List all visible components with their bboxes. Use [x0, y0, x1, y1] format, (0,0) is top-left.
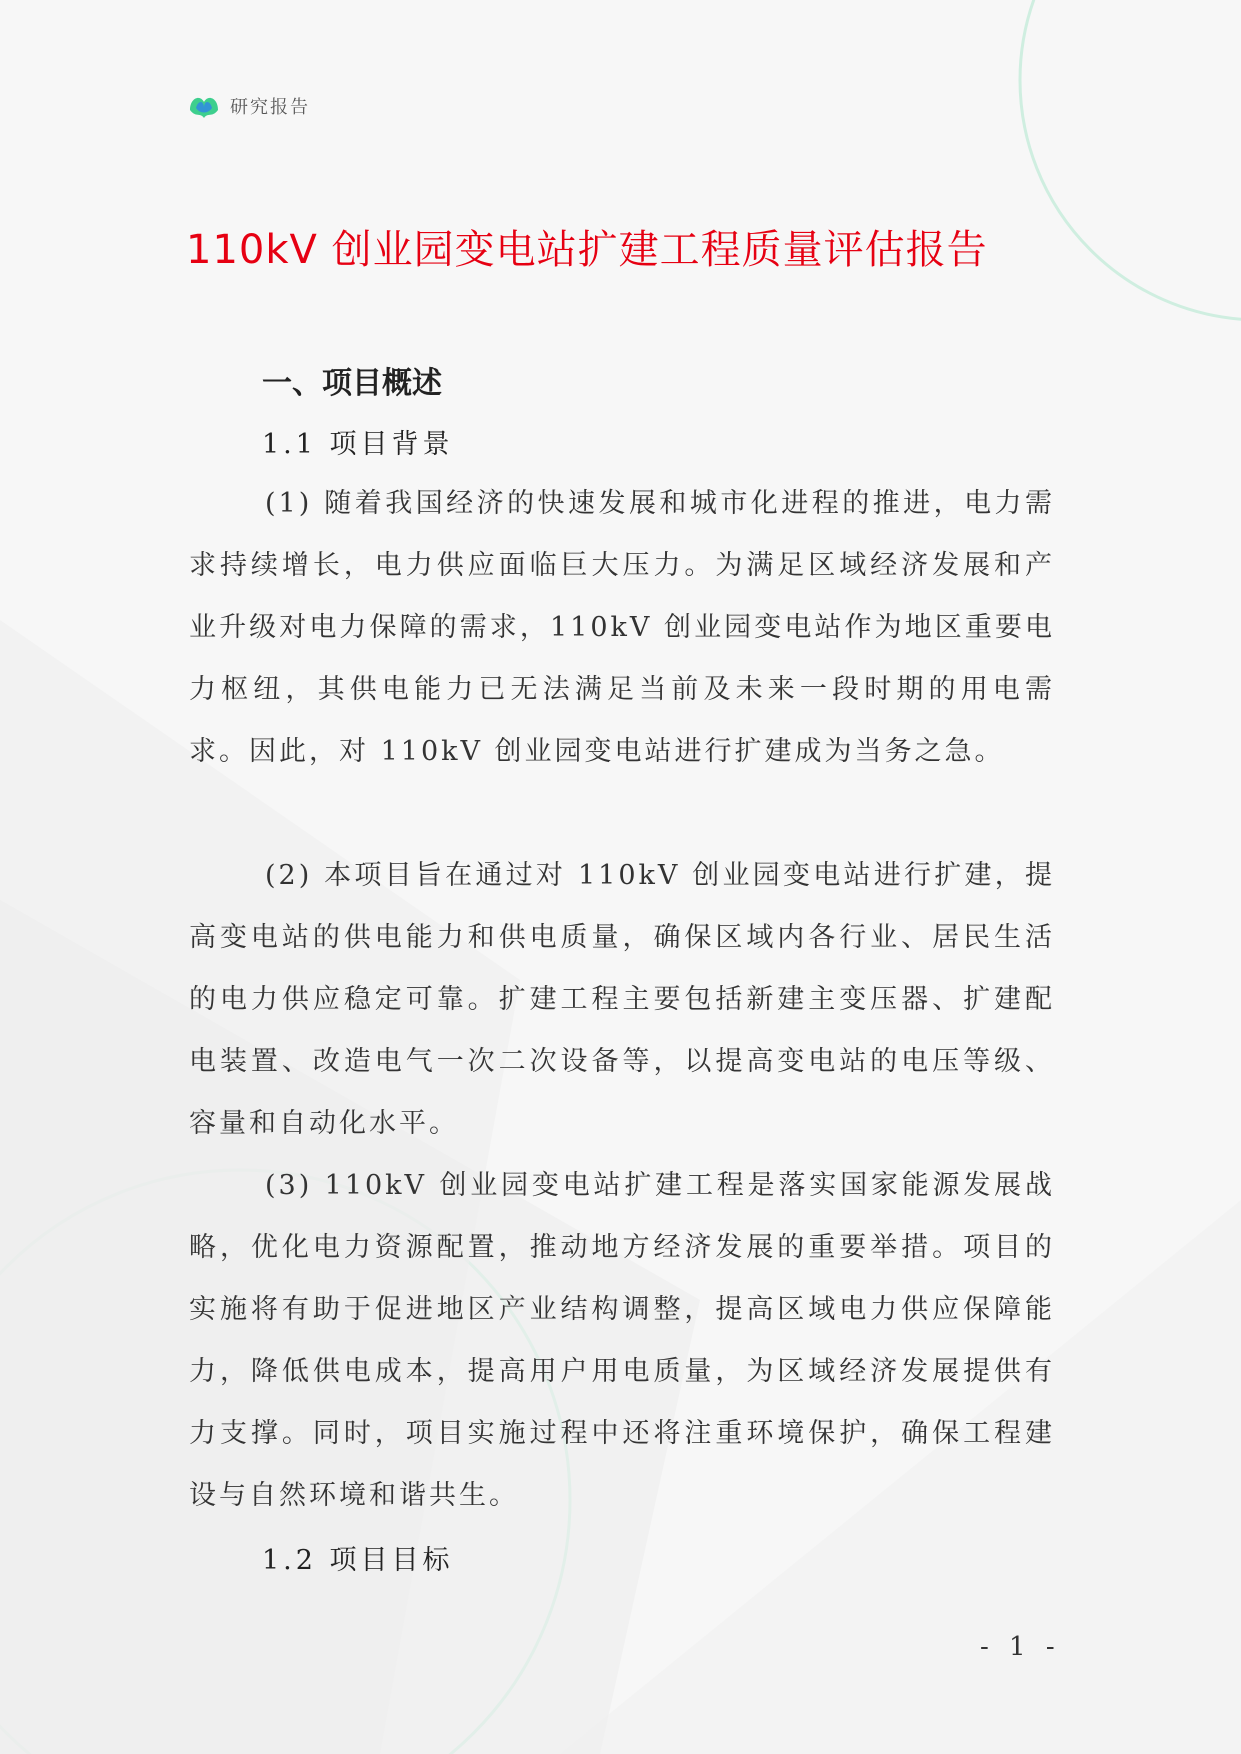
paragraph-3: (3) 110kV 创业园变电站扩建工程是落实国家能源发展战略，优化电力资源配置，推动地方经济发展的重要举措。项目的实施将有助于促进地区产业结构调整，提高区域电力供应保障能力，降低供电成本，提高用户用电质量，为区域经济发展提供有力支撑。同时，项目实施过程中还将注重环境保护，确保工程建设与自然环境和谐共生。: [189, 1170, 1055, 1511]
leaf-logo-icon: [186, 88, 222, 124]
report-header: [186, 88, 310, 124]
paragraph-2: (2) 本项目旨在通过对 110kV 创业园变电站进行扩建，提高变电站的供电能力和供电质量，确保区域内各行业、居民生活的电力供应稳定可靠。扩建工程主要包括新建主变压器、扩建配电装置、改造电气一次二次设备等，以提高变电站的电压等级、容量和自动化水平。: [189, 860, 1055, 1139]
page-number: - 1 -: [980, 1632, 1061, 1662]
header-label: 研究报告: [230, 97, 310, 118]
subsection-heading-1-2: 1.2 项目目标: [262, 1545, 454, 1576]
paragraph-1: (1) 随着我国经济的快速发展和城市化进程的推进，电力需求持续增长，电力供应面临巨大压力。为满足区域经济发展和产业升级对电力保障的需求，110kV 创业园变电站作为地区重要电力枢纽，其供电能力已无法满足当前及未来一段时期的用电需求。因此，对 110kV 创业园变电站进行扩建成为当务之急。: [189, 488, 1055, 767]
section-heading: 一、项目概述: [262, 366, 442, 401]
subsection-heading-1-1: 1.1 项目背景: [262, 429, 454, 460]
document-title: 110kV 创业园变电站扩建工程质量评估报告: [186, 227, 988, 273]
